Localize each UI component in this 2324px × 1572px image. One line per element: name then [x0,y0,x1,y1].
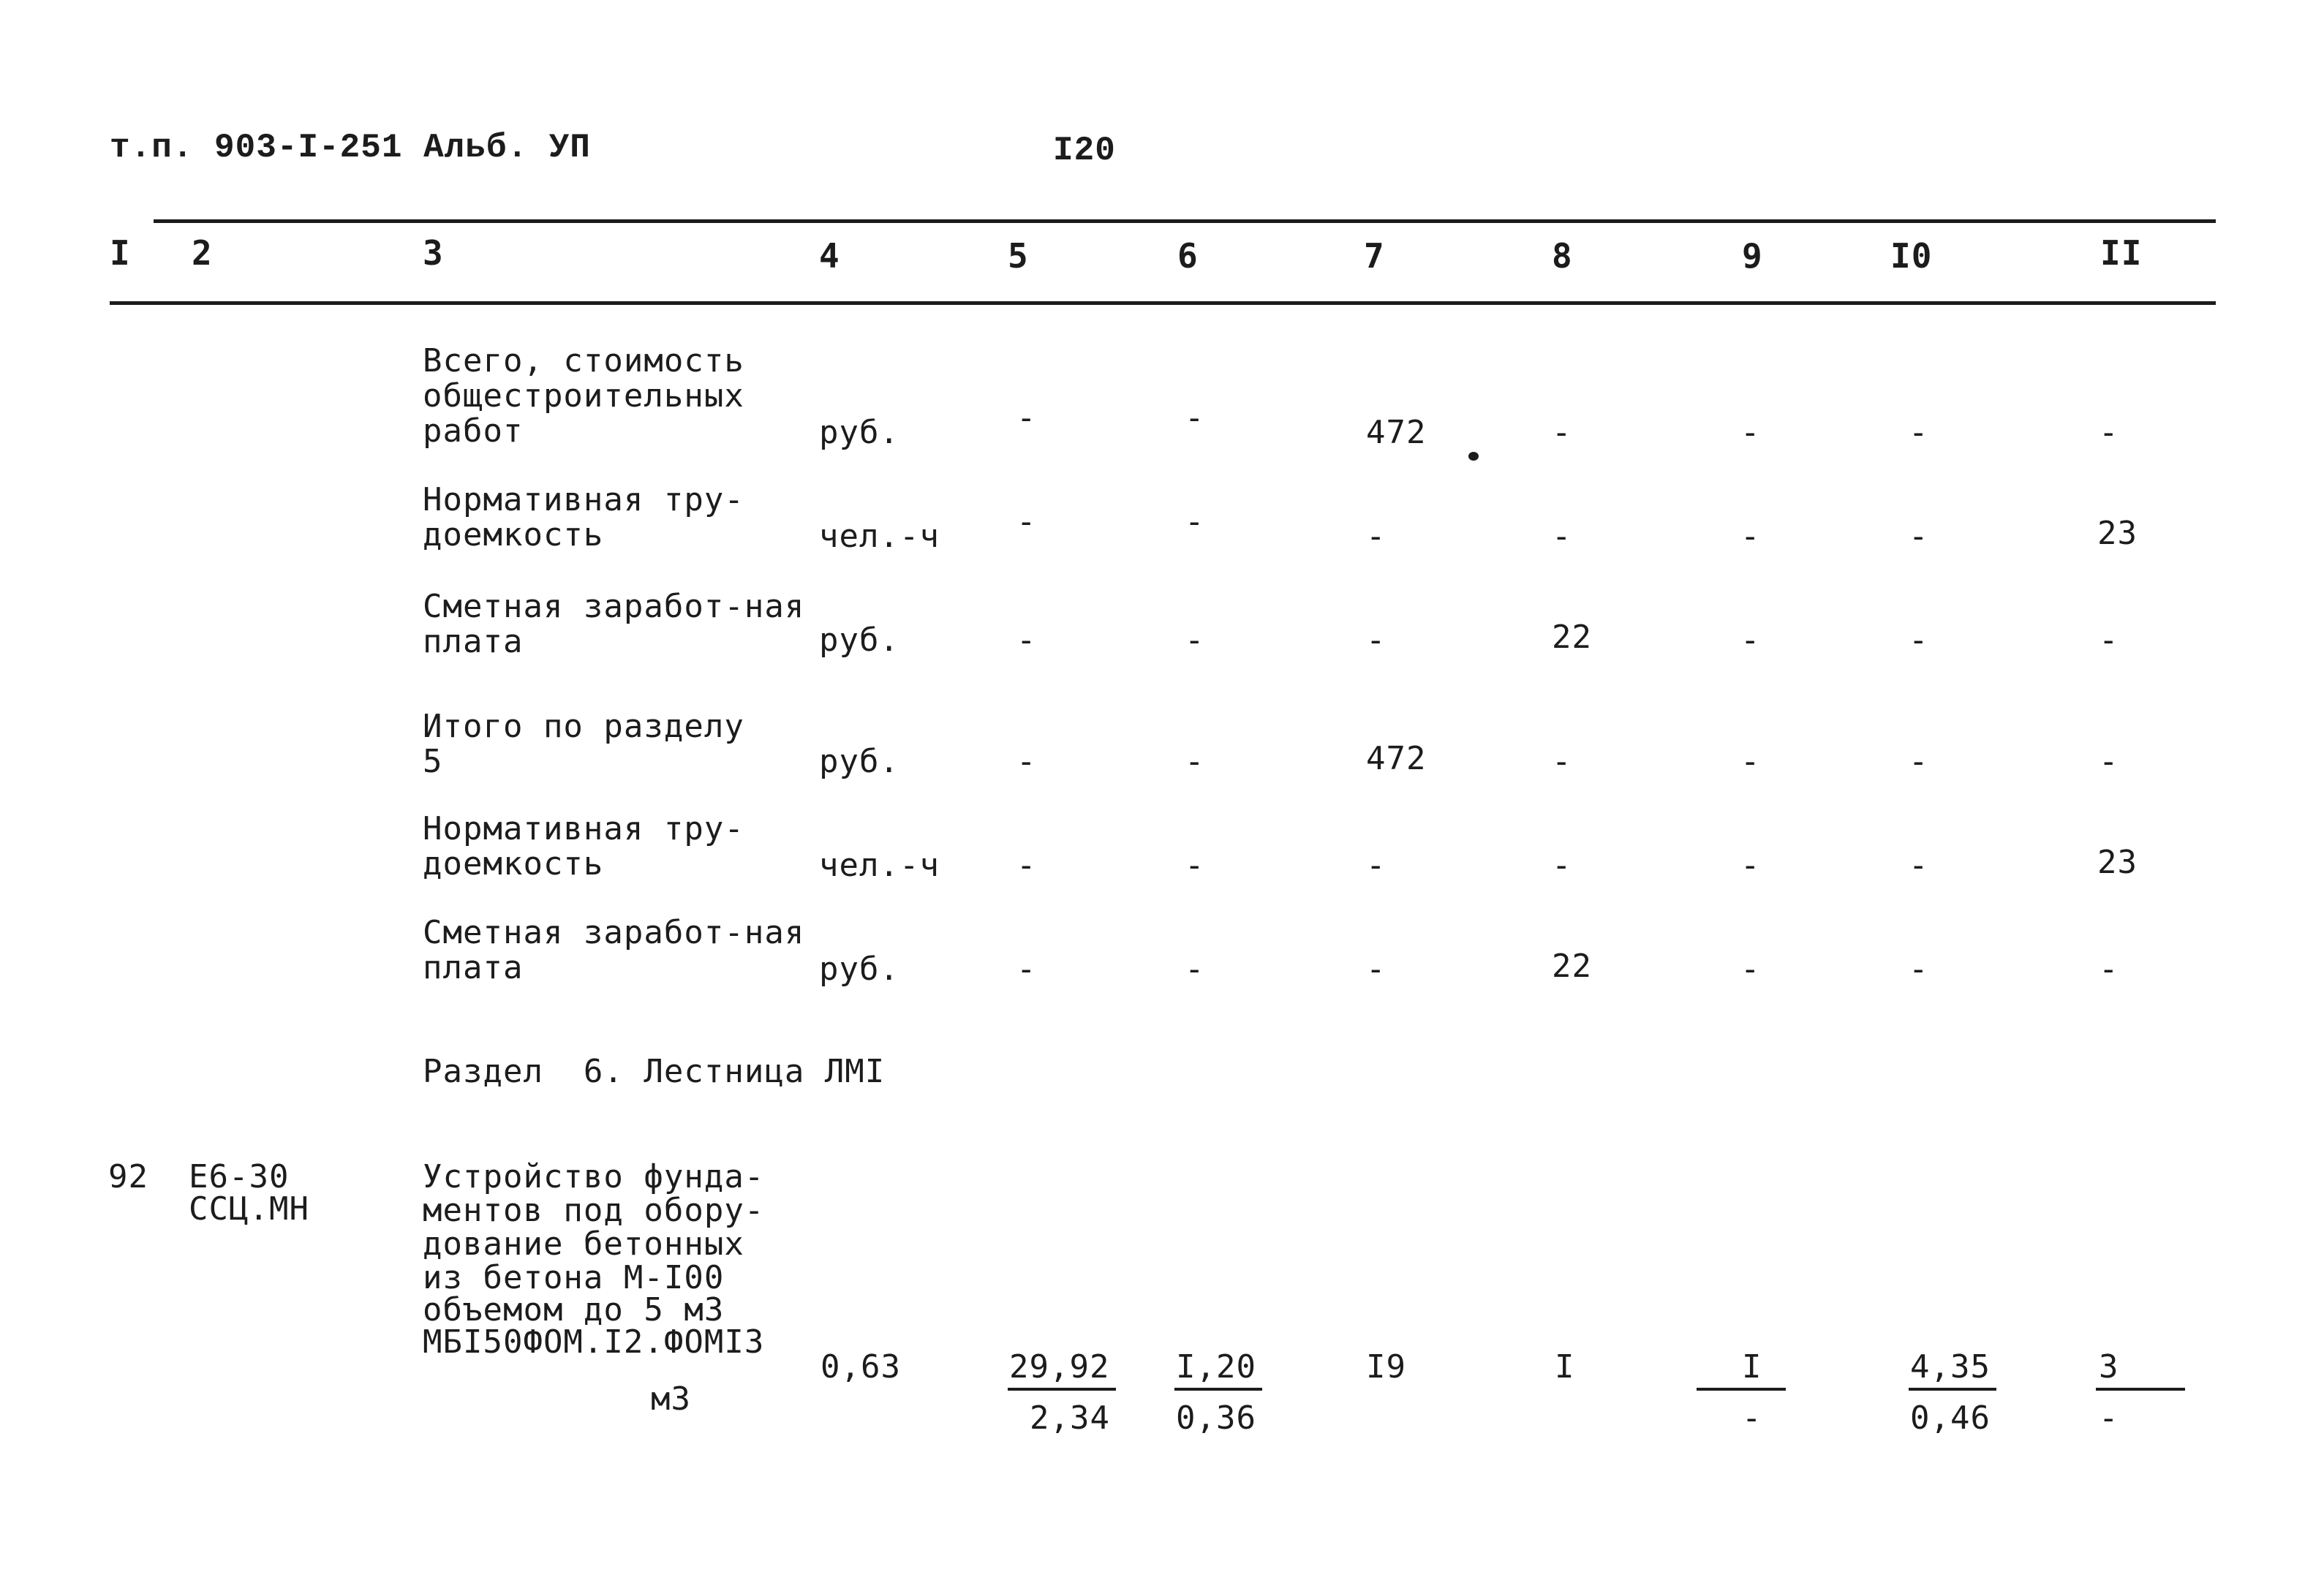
row-description [423,709,774,779]
col-header-4: 4 [819,236,840,276]
row-col10: - [1909,414,1929,451]
row-col10: - [1909,518,1929,555]
item-col7: I9 [1366,1348,1406,1386]
row-unit: чел.-ч [819,847,940,884]
row-col7: 472 [1366,414,1427,451]
row-desc-text: Сметная заработ-ная плата [423,588,805,660]
row-col11: - [2099,621,2119,659]
item-desc-line: объемом до 5 м3 [423,1291,725,1329]
item-number: 92 [108,1158,148,1195]
row-col6: - [1185,847,1205,884]
row-col9: - [1740,621,1761,659]
row-col9: - [1740,414,1761,451]
col-header-10: I0 [1890,236,1933,276]
item-col10-bottom: 0,46 [1910,1399,1991,1437]
row-unit: руб. [819,743,899,780]
row-col8: - [1552,847,1572,884]
row-col10: - [1909,743,1929,780]
row-col7: - [1366,847,1387,884]
row-col6: - [1185,743,1205,780]
col-header-5: 5 [1008,236,1029,276]
col-header-3: 3 [423,233,444,273]
row-col5: - [1016,743,1037,780]
row-unit: руб. [819,414,899,451]
item-col5-bottom: 2,34 [1030,1399,1110,1437]
row-desc-text: Всего, стоимость общестроительных работ [423,342,744,450]
row-col9: - [1740,847,1761,884]
row-description [423,344,818,449]
item-col10-top: 4,35 [1910,1348,1991,1386]
row-description [423,589,818,660]
row-desc-text: Нормативная тру-доемкость [423,481,744,553]
row-col9: - [1740,743,1761,780]
item-col9-top: I [1742,1348,1762,1386]
row-col11: - [2099,743,2119,780]
table-header-rule [110,301,2216,305]
section-title: Раздел 6. Лестница ЛМI [423,1053,886,1090]
item-col11-top: 3 [2099,1348,2119,1386]
col-header-6: 6 [1177,236,1199,276]
row-col11: - [2099,951,2119,988]
row-unit: руб. [819,951,899,988]
item-col10-underline [1909,1388,1996,1391]
row-col5: - [1016,503,1037,540]
row-col10: - [1909,847,1929,884]
row-col6: - [1185,951,1205,988]
item-desc-line: Устройство фунда- [423,1158,765,1195]
item-col6-underline [1174,1388,1262,1391]
row-col7: - [1366,518,1387,555]
item-desc-line: дование бетонных [423,1225,744,1263]
row-unit: чел.-ч [819,518,940,555]
item-col5-underline [1008,1388,1116,1391]
row-col6: - [1185,621,1205,659]
row-col8: - [1552,518,1572,555]
item-desc-line: МБI50ФОМ.I2.ФОМI3 [423,1323,765,1361]
row-col5: - [1016,951,1037,988]
document-reference: т.п. 903-I-251 Альб. УП [110,129,591,167]
row-col5: - [1016,847,1037,884]
row-col8: 22 [1552,948,1592,985]
item-desc-line: из бетона М-I00 [423,1259,725,1296]
item-code-line1: Е6-30 [189,1158,290,1195]
item-col11-bottom: - [2099,1399,2119,1437]
row-col9: - [1740,951,1761,988]
item-col9-bottom: - [1742,1399,1762,1437]
item-col6-bottom: 0,36 [1176,1399,1256,1437]
row-unit: руб. [819,621,899,659]
row-col6: - [1185,399,1205,437]
item-unit: м3 [651,1380,691,1418]
row-col11: 23 [2097,515,2138,552]
row-desc-text: Итого по разделу 5 [423,708,744,780]
item-col11-underline [2096,1388,2185,1391]
item-desc-line: ментов под обору- [423,1192,765,1229]
row-col10: - [1909,621,1929,659]
item-col8: I [1555,1348,1575,1386]
item-col9-underline [1697,1388,1786,1391]
row-col7: 472 [1366,740,1427,777]
row-col9: - [1740,518,1761,555]
row-description [423,915,818,986]
row-description [423,483,818,553]
table-top-rule [154,219,2216,223]
item-col6-top: I,20 [1176,1348,1256,1386]
item-quantity: 0,63 [820,1348,901,1386]
col-header-11: II [2100,233,2143,273]
row-col7: - [1366,621,1387,659]
col-header-8: 8 [1552,236,1573,276]
row-col8: - [1552,414,1572,451]
row-col8: - [1552,743,1572,780]
item-code-line2: ССЦ.МН [189,1190,309,1228]
row-col10: - [1909,951,1929,988]
col-header-7: 7 [1364,236,1385,276]
row-col8: 22 [1552,619,1592,656]
row-description [423,812,818,882]
row-col7: - [1366,951,1387,988]
item-col5-top: 29,92 [1009,1348,1110,1386]
row-col5: - [1016,621,1037,659]
row-desc-text: Сметная заработ-ная плата [423,914,805,986]
row-col6: - [1185,503,1205,540]
ink-dot [1468,452,1479,461]
row-desc-text: Нормативная тру-доемкость [423,810,744,883]
col-header-1: I [110,233,131,273]
col-header-9: 9 [1742,236,1763,276]
page-number: I20 [1053,132,1116,170]
row-col11: 23 [2097,844,2138,881]
row-col5: - [1016,399,1037,437]
row-col11: - [2099,414,2119,451]
col-header-2: 2 [192,233,213,273]
